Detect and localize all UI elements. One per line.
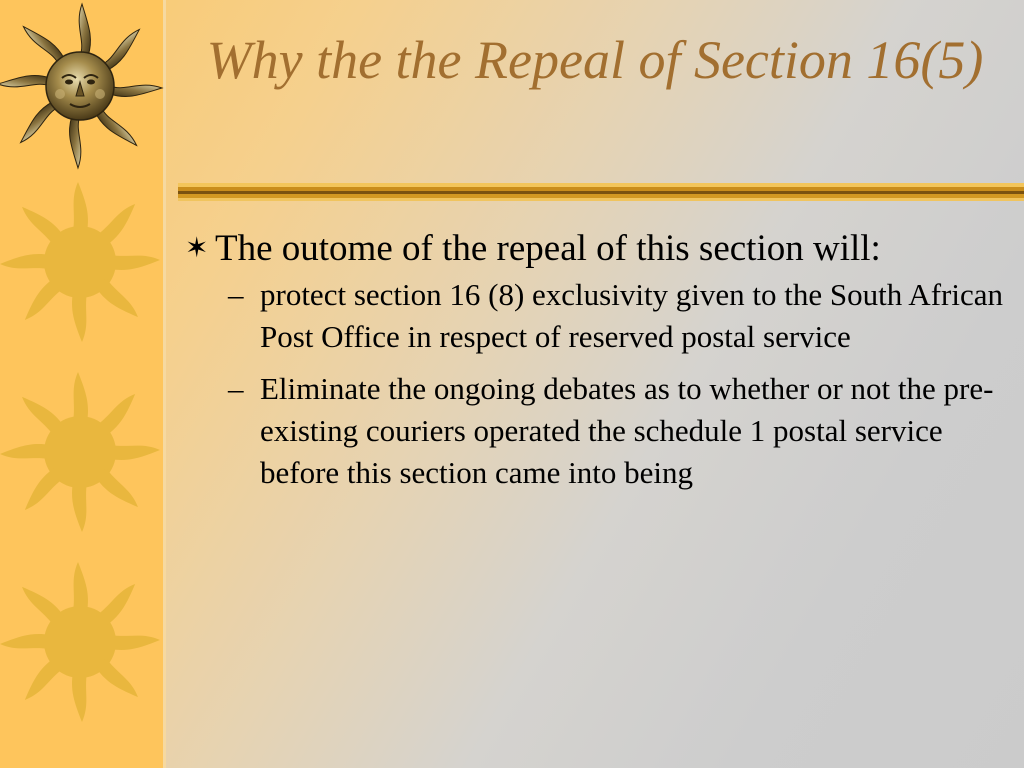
- slide-body: [185, 226, 1015, 504]
- sun-icon: [0, 368, 165, 538]
- bullet-text: The outome of the repeal of this section will:: [215, 228, 881, 269]
- sun-icon: [0, 178, 165, 348]
- sun-face-icon: [0, 0, 165, 170]
- sun-icon: [0, 558, 165, 728]
- dash-bullet: –: [228, 371, 244, 406]
- sub-bullet-item: [185, 274, 1015, 358]
- title-divider: [178, 183, 1024, 203]
- dash-bullet: –: [228, 277, 244, 312]
- star-bullet-icon: ✶: [185, 233, 209, 264]
- sub-bullet-item: [185, 368, 1015, 494]
- slide-title: Why the the Repeal of Section 16(5): [206, 30, 984, 90]
- sub-bullet-text: protect section 16 (8) exclusivity given to the South African Post Office in respect of reserved postal service: [260, 277, 1003, 354]
- sub-bullet-list: [185, 274, 1015, 494]
- bullet-item: [185, 226, 1015, 272]
- sub-bullet-text: Eliminate the ongoing debates as to whether or not the pre-existing couriers operated the schedule 1 postal service before this section came into being: [260, 371, 994, 490]
